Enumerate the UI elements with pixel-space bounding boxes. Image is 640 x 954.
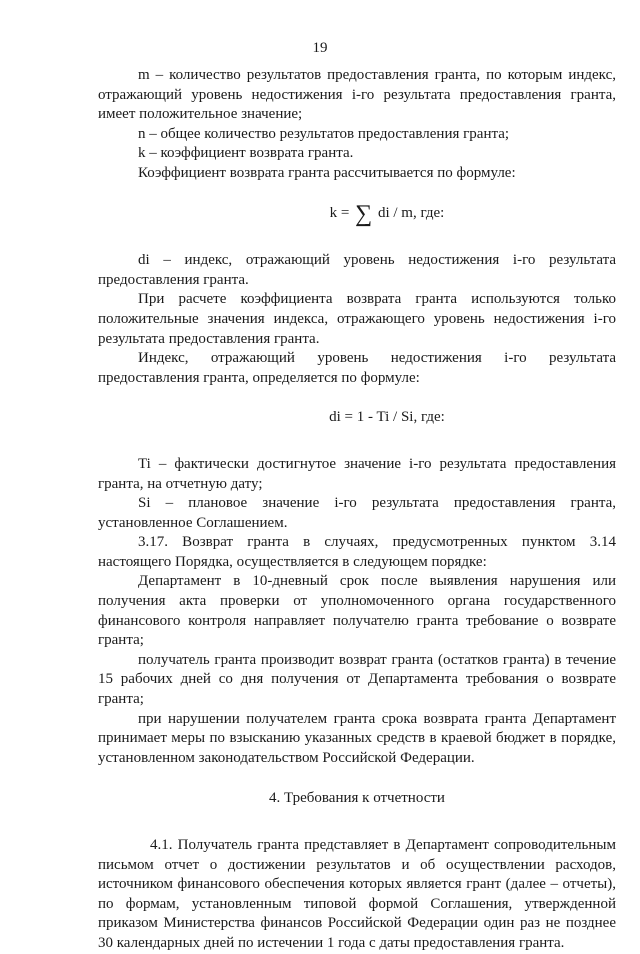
- sum-symbol: ∑: [355, 200, 373, 227]
- formula-di: di = 1 - Ti / Si, где:: [329, 409, 445, 426]
- paragraph-department-demand: Департамент в 10-дневный срок после выявления нарушения или получения акта проверки от уполномоченного органа государственного финансового контроля направляет получателю гранта требование о возврате гранта;: [98, 573, 616, 649]
- paragraph-enforcement: при нарушении получателем гранта срока возврата гранта Департамент принимает меры по взысканию указанных средств в краевой бюджет в порядке, установленном законодательством Российской Федерации.: [98, 710, 616, 766]
- paragraph-index-formula-intro: Индекс, отражающий уровень недостижения i-го результата предоставления гранта, определяется по формуле:: [98, 350, 616, 386]
- formula-k-left: k =: [329, 204, 350, 221]
- formula-k-right: di / m, где:: [377, 204, 445, 221]
- paragraph-di-definition: di – индекс, отражающий уровень недостижения i-го результата предоставления гранта.: [98, 252, 616, 288]
- paragraph-4-1: 4.1. Получатель гранта представляет в Департамент сопроводительным письмом отчет о достижении результатов и об осуществлении расходов, источником финансового обеспечения которых является грант (далее – отчеты), по формам, установленным типовой формой Соглашения, утвержденной приказом Министерства финансов Российской Федерации один раз не позднее 30 календарных дней по истечении 1 года с даты предоставления гранта.: [98, 837, 616, 951]
- paragraph-3-17: 3.17. Возврат гранта в случаях, предусмотренных пунктом 3.14 настоящего Порядка, осуществляется в следующем порядке:: [98, 534, 616, 570]
- paragraph-positive-values: При расчете коэффициента возврата гранта используются только положительные значения индекса, отражающего уровень недостижения i-го результата предоставления гранта.: [98, 291, 616, 347]
- paragraph-si-definition: Si – плановое значение i-го результата предоставления гранта, установленное Соглашением.: [98, 495, 616, 531]
- paragraph-n-definition: n – общее количество результатов предоставления гранта;: [138, 125, 510, 142]
- page-number: 19: [312, 40, 328, 56]
- document-body: [98, 66, 616, 954]
- paragraph-recipient-return: получатель гранта производит возврат гранта (остатков гранта) в течение 15 рабочих дней со дня получения от Департамента требования о возврате гранта;: [98, 651, 616, 708]
- paragraph-m-definition: m – количество результатов предоставления гранта, по которым индекс, отражающий уровень недостижения i-го результата предоставления гранта, имеет положительное значение;: [98, 67, 616, 123]
- paragraph-formula-intro: Коэффициент возврата гранта рассчитывается по формуле:: [138, 164, 516, 181]
- formula-k: [98, 200, 616, 227]
- paragraph-k-definition: k – коэффициент возврата гранта.: [138, 145, 354, 162]
- paragraph-ti-definition: Ti – фактически достигнутое значение i-го результата предоставления гранта, на отчетную дату;: [98, 455, 616, 492]
- section-title: 4. Требования к отчетности: [269, 790, 445, 807]
